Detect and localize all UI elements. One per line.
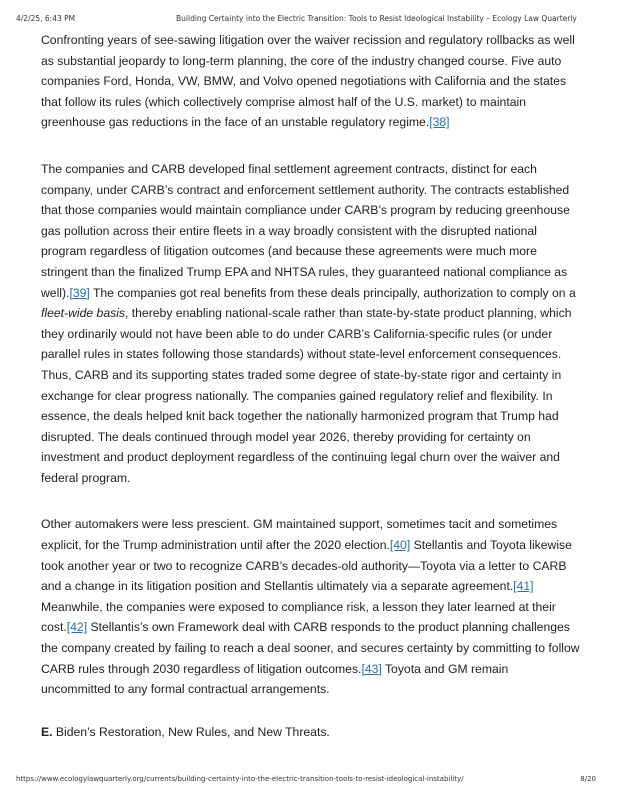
print-url: https://www.ecologylawquarterly.org/currents/building-certainty-into-the-electric-transition-tools-to-resist-ideological-instability/	[16, 775, 464, 783]
print-header	[16, 14, 602, 28]
paragraph-text: Other automakers were less prescient. GM maintained support, sometimes tacit and sometimes explicit, for the Trump administration until after the 2020 election.	[41, 517, 558, 553]
paragraph-text: The companies and CARB developed final settlement agreement contracts, distinct for each company, under CARB’s contract and enforcement settlement authority. The contracts established that those companies would maintain compliance under CARB’s program by reducing greenhouse gas pollution across their entire fleets in a way broadly consistent with the disrupted national program regardless of litigation outcomes (and because these agreements were much more stringent than the finalized Trump EPA and NHTSA rules, they guaranteed national compliance as well).	[41, 161, 570, 300]
paragraph	[41, 514, 581, 699]
paragraph-text: Toyota and GM remain uncommitted to any formal contractual arrangements.	[41, 661, 509, 697]
paragraph-text: Stellantis and Toyota likewise took another year or two to recognize CARB’s decades-old authority—Toyota via a letter to CARB and a change in its litigation position and Stellantis ultimately via a separate agreement.	[41, 538, 572, 594]
section-heading-title: Biden’s Restoration, New Rules, and New Threats.	[52, 724, 330, 739]
footnote-link[interactable]: [39]	[69, 285, 90, 300]
print-page-number: 8/20	[580, 775, 596, 783]
paragraph-text: Confronting years of see-sawing litigation over the waiver recission and regulatory rollbacks as well as substantial jeopardy to long-term planning, the core of the industry changed course. Five auto companies Ford, Honda, VW, BMW, and Volvo opened negotiations with California and the states that follow its rules (which collectively comprise almost half of the U.S. market) to maintain greenhouse gas reductions in the face of an unstable regulatory regime.	[41, 33, 575, 130]
paragraph	[41, 159, 581, 489]
paragraph-text: , thereby enabling national-scale rather than state-by-state product planning, which they ordinarily would not have been able to do under CARB’s California-specific rules (or under parallel rules in states following those standards) without state-level enforcement consequences. Thus, CARB and its supporting states traded some degree of state-by-state rigor and certainty in exchange for clear progress nationally. The companies gained regulatory relief and flexibility. In essence, the deals helped knit back together the nationally harmonized program that Trump had disrupted. The deals continued through model year 2026, thereby providing for certainty on investment and product deployment regardless of the continuing legal churn over the waiver and federal program.	[41, 306, 572, 485]
footnote-link[interactable]: [40]	[389, 538, 411, 553]
print-footer	[16, 775, 602, 787]
section-heading-number: E.	[41, 724, 53, 739]
paragraph-text: The companies got real benefits from these deals principally, authorization to comply on a	[89, 285, 576, 300]
print-page-title: Building Certainty into the Electric Transition: Tools to Resist Ideological Instability – Ecology Law Quarterly	[176, 14, 577, 23]
footnote-link[interactable]: [38]	[429, 115, 450, 130]
paragraph-text: Stellantis’s own Framework deal with CARB responds to the product planning challenges the company created by failing to reach a deal sooner, and secures certainty by committing to follow CARB rules through 2030 regardless of litigation outcomes.	[41, 620, 580, 676]
section-heading	[41, 722, 581, 743]
emphasis-text: fleet-wide basis	[41, 306, 125, 321]
footnote-link[interactable]: [42]	[66, 620, 88, 635]
article-body	[41, 30, 581, 742]
footnote-link[interactable]: [41]	[513, 579, 534, 594]
print-datetime: 4/2/25, 6:43 PM	[16, 14, 76, 23]
footnote-link[interactable]: [43]	[361, 661, 382, 676]
paragraph	[41, 30, 581, 133]
paragraph-text: Meanwhile, the companies were exposed to compliance risk, a lesson they later learned at their cost.	[41, 599, 556, 635]
